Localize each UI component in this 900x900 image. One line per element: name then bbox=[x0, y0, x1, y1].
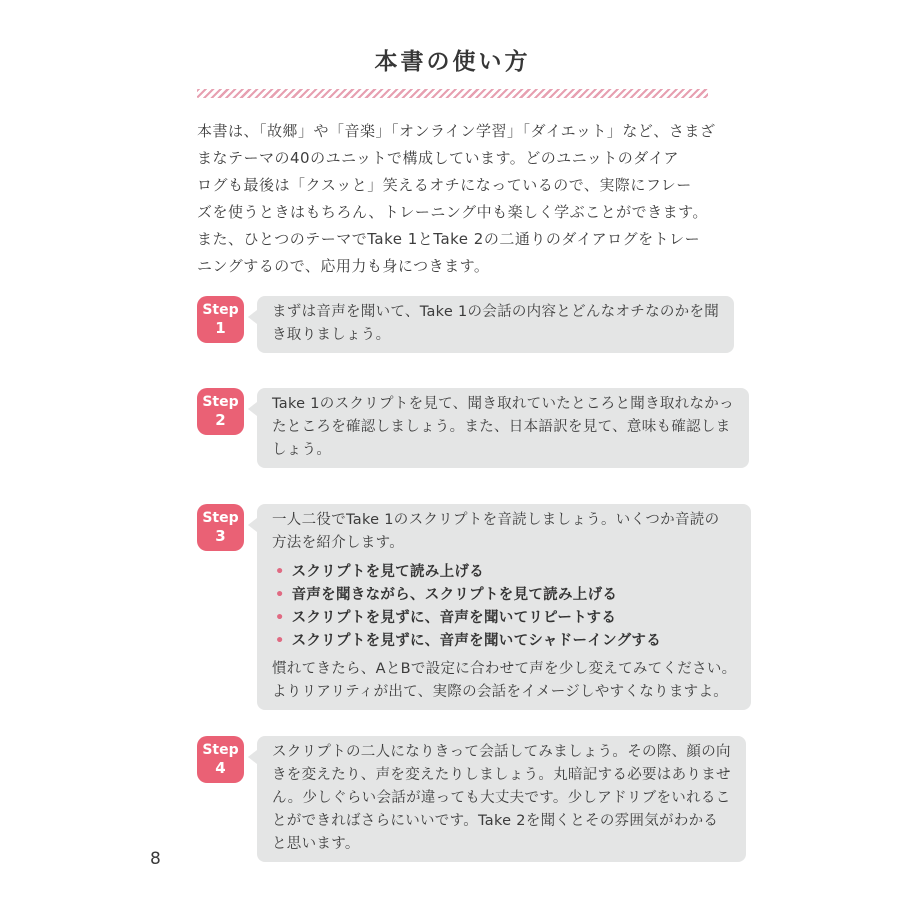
intro-line: また、ひとつのテーマでTake 1とTake 2の二通りのダイアログをトレー bbox=[197, 230, 701, 248]
step-badge-label: Step bbox=[202, 742, 239, 758]
step-3-badge bbox=[197, 504, 244, 551]
intro-paragraph bbox=[197, 118, 716, 280]
bullet-item bbox=[272, 584, 736, 607]
step-1-badge bbox=[197, 296, 244, 343]
reading-methods-list bbox=[272, 561, 736, 653]
step-badge-label: Step bbox=[202, 394, 239, 410]
step-2-badge bbox=[197, 388, 244, 435]
bullet-text: スクリプトを見ずに、音声を聞いてシャドーイングする bbox=[291, 633, 661, 649]
step-text-line: まずは音声を聞いて、Take 1の会話の内容とどんなオチなのかを聞 bbox=[272, 304, 720, 320]
step-text-line: とができればさらにいいです。Take 2を聞くとその雰囲気がわかる bbox=[272, 813, 719, 829]
step-text-line: たところを確認しましょう。また、日本語訳を見て、意味も確認しま bbox=[272, 419, 731, 435]
step-3-bubble bbox=[257, 504, 751, 710]
intro-line: ログも最後は「クスッと」笑えるオチになっているので、実際にフレー bbox=[197, 176, 692, 194]
step-text-line: 方法を紹介します。 bbox=[272, 535, 405, 551]
step-badge-label: Step bbox=[202, 510, 239, 526]
bullet-dot-icon: • bbox=[275, 633, 285, 649]
bullet-text: スクリプトを見ずに、音声を聞いてリピートする bbox=[291, 610, 617, 626]
step-text-line: きを変えたり、声を変えたりしましょう。丸暗記する必要はありませ bbox=[272, 767, 731, 783]
page-content bbox=[197, 46, 737, 862]
bullet-text: 音声を聞きながら、スクリプトを見て読み上げる bbox=[291, 587, 618, 603]
step-text-line: しょう。 bbox=[272, 442, 332, 458]
step-text-line: よりリアリティが出て、実際の会話をイメージしやすくなりますよ。 bbox=[272, 684, 729, 700]
step-text-line: ん。少しぐらい会話が違っても大丈夫です。少しアドリブをいれるこ bbox=[272, 790, 731, 806]
step-text-line: Take 1のスクリプトを見て、聞き取れていたところと聞き取れなかっ bbox=[272, 396, 734, 412]
title-divider-stripe bbox=[197, 89, 708, 98]
bullet-dot-icon: • bbox=[275, 587, 285, 603]
bullet-item bbox=[272, 630, 736, 653]
step-badge-number: 1 bbox=[215, 319, 226, 337]
step-4-bubble bbox=[257, 736, 746, 862]
step-2-bubble bbox=[257, 388, 749, 468]
step-badge-number: 4 bbox=[215, 759, 226, 777]
step-text-line: 慣れてきたら、AとBで設定に合わせて声を少し変えてみてください。 bbox=[272, 661, 737, 677]
bullet-text: スクリプトを見て読み上げる bbox=[291, 564, 484, 580]
step-badge-label: Step bbox=[202, 302, 239, 318]
page-title: 本書の使い方 bbox=[374, 49, 531, 75]
step-badge-number: 2 bbox=[215, 411, 226, 429]
bullet-item bbox=[272, 561, 736, 584]
page-number: 8 bbox=[150, 849, 161, 869]
step-3-row bbox=[197, 504, 737, 710]
step-badge-number: 3 bbox=[215, 527, 226, 545]
intro-line: まなテーマの40のユニットで構成しています。どのユニットのダイア bbox=[197, 149, 679, 167]
intro-line: ニングするので、応用力も身につきます。 bbox=[197, 257, 490, 275]
step-text-line: と思います。 bbox=[272, 836, 360, 852]
intro-line: 本書は、「故郷」や「音楽」「オンライン学習」「ダイエット」など、さまざ bbox=[197, 122, 716, 140]
step-text-line: 一人二役でTake 1のスクリプトを音読しましょう。いくつか音読の bbox=[272, 512, 720, 528]
bullet-dot-icon: • bbox=[275, 564, 285, 580]
bullet-item bbox=[272, 607, 736, 630]
step-1-bubble bbox=[257, 296, 734, 353]
step-1-row bbox=[197, 296, 720, 353]
step-4-row bbox=[197, 736, 731, 862]
intro-line: ズを使うときはもちろん、トレーニング中も楽しく学ぶことができます。 bbox=[197, 203, 708, 221]
step-4-badge bbox=[197, 736, 244, 783]
step-2-row bbox=[197, 388, 734, 468]
step-text-line: き取りましょう。 bbox=[272, 327, 391, 343]
step-text-line: スクリプトの二人になりきって会話してみましょう。その際、顔の向 bbox=[272, 744, 731, 760]
bullet-dot-icon: • bbox=[275, 610, 285, 626]
